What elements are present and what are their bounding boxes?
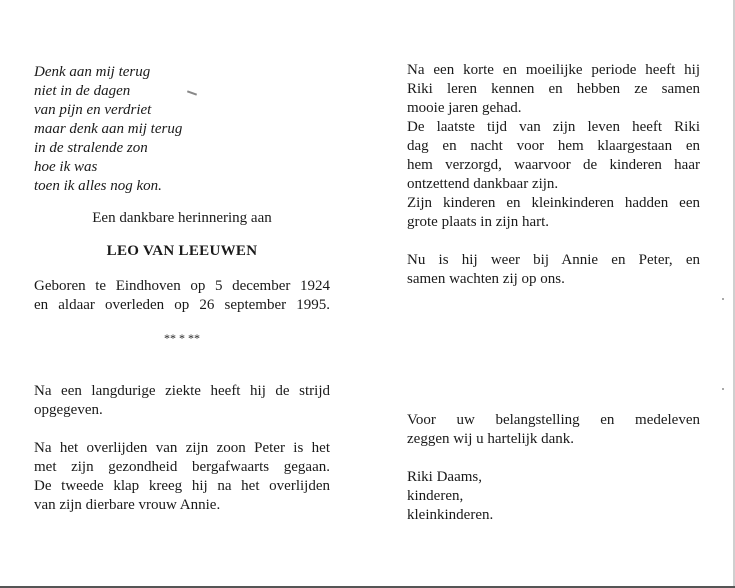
poem-line: Denk aan mij terug	[34, 64, 151, 80]
poem	[34, 63, 330, 196]
poem-line: maar denk aan mij terug	[34, 121, 183, 137]
text-line: ontzettend dankbaar zijn.	[407, 176, 559, 192]
text-line: Voor uw belangstelling en medeleven	[407, 412, 700, 428]
poem-line: niet in de dagen	[34, 83, 131, 99]
separator-stars: ** * **	[164, 331, 200, 345]
text-line: Na een langdurige ziekte heeft hij de strijd	[34, 383, 330, 399]
left-column	[34, 61, 330, 515]
text-line: van zijn dierbare vrouw Annie.	[34, 497, 221, 513]
signature-line: kleinkinderen.	[407, 507, 494, 523]
text-line: Nu is hij weer bij Annie en Peter, en	[407, 252, 700, 268]
life-dates	[34, 277, 330, 315]
scan-speck	[722, 388, 724, 390]
right-column	[407, 61, 700, 525]
text-line: Riki leren kennen en hebben ze samen	[407, 81, 700, 97]
text-line: grote plaats in zijn hart.	[407, 214, 550, 230]
intro-text: Een dankbare herinnering aan	[92, 210, 272, 226]
text-line: Na het overlijden van zijn zoon Peter is het	[34, 440, 330, 456]
signature-line: kinderen,	[407, 488, 464, 504]
deceased-name: LEO VAN LEEUWEN	[106, 243, 258, 259]
text-line: dag en nacht voor hem klaargestaan en	[407, 138, 700, 154]
text-line: met zijn gezondheid bergafwaarts gegaan.	[34, 459, 330, 475]
text-line: De laatste tijd van zijn leven heeft Riki	[407, 119, 700, 135]
signature	[407, 468, 700, 525]
poem-line: van pijn en verdriet	[34, 102, 152, 118]
poem-line: hoe ik was	[34, 159, 98, 175]
paragraph-reunion	[407, 251, 700, 289]
text-line: samen wachten zij op ons.	[407, 271, 565, 287]
signature-line: Riki Daams,	[407, 469, 482, 485]
paragraph-illness	[34, 382, 330, 420]
text-line: zeggen wij u hartelijk dank.	[407, 431, 575, 447]
text-line: De tweede klap kreeg hij na het overlijden	[34, 478, 330, 494]
text-line: mooie jaren gehad.	[407, 100, 522, 116]
paragraph-son	[34, 439, 330, 515]
paragraph-riki	[407, 61, 700, 232]
birth-line: Geboren te Eindhoven op 5 december 1924	[34, 278, 330, 294]
text-line: Na een korte en moeilijke periode heeft hij	[407, 62, 700, 78]
text-line: opgegeven.	[34, 402, 103, 418]
text-line: Zijn kinderen en kleinkinderen hadden een	[407, 195, 700, 211]
text-line: hem verzorgd, waarvoor de kinderen haar	[407, 157, 700, 173]
poem-line: toen ik alles nog kon.	[34, 178, 162, 194]
paragraph-thanks	[407, 411, 700, 449]
scan-speck	[722, 298, 724, 300]
poem-line: in de stralende zon	[34, 140, 148, 156]
death-line: en aldaar overleden op 26 september 1995.	[34, 297, 330, 313]
